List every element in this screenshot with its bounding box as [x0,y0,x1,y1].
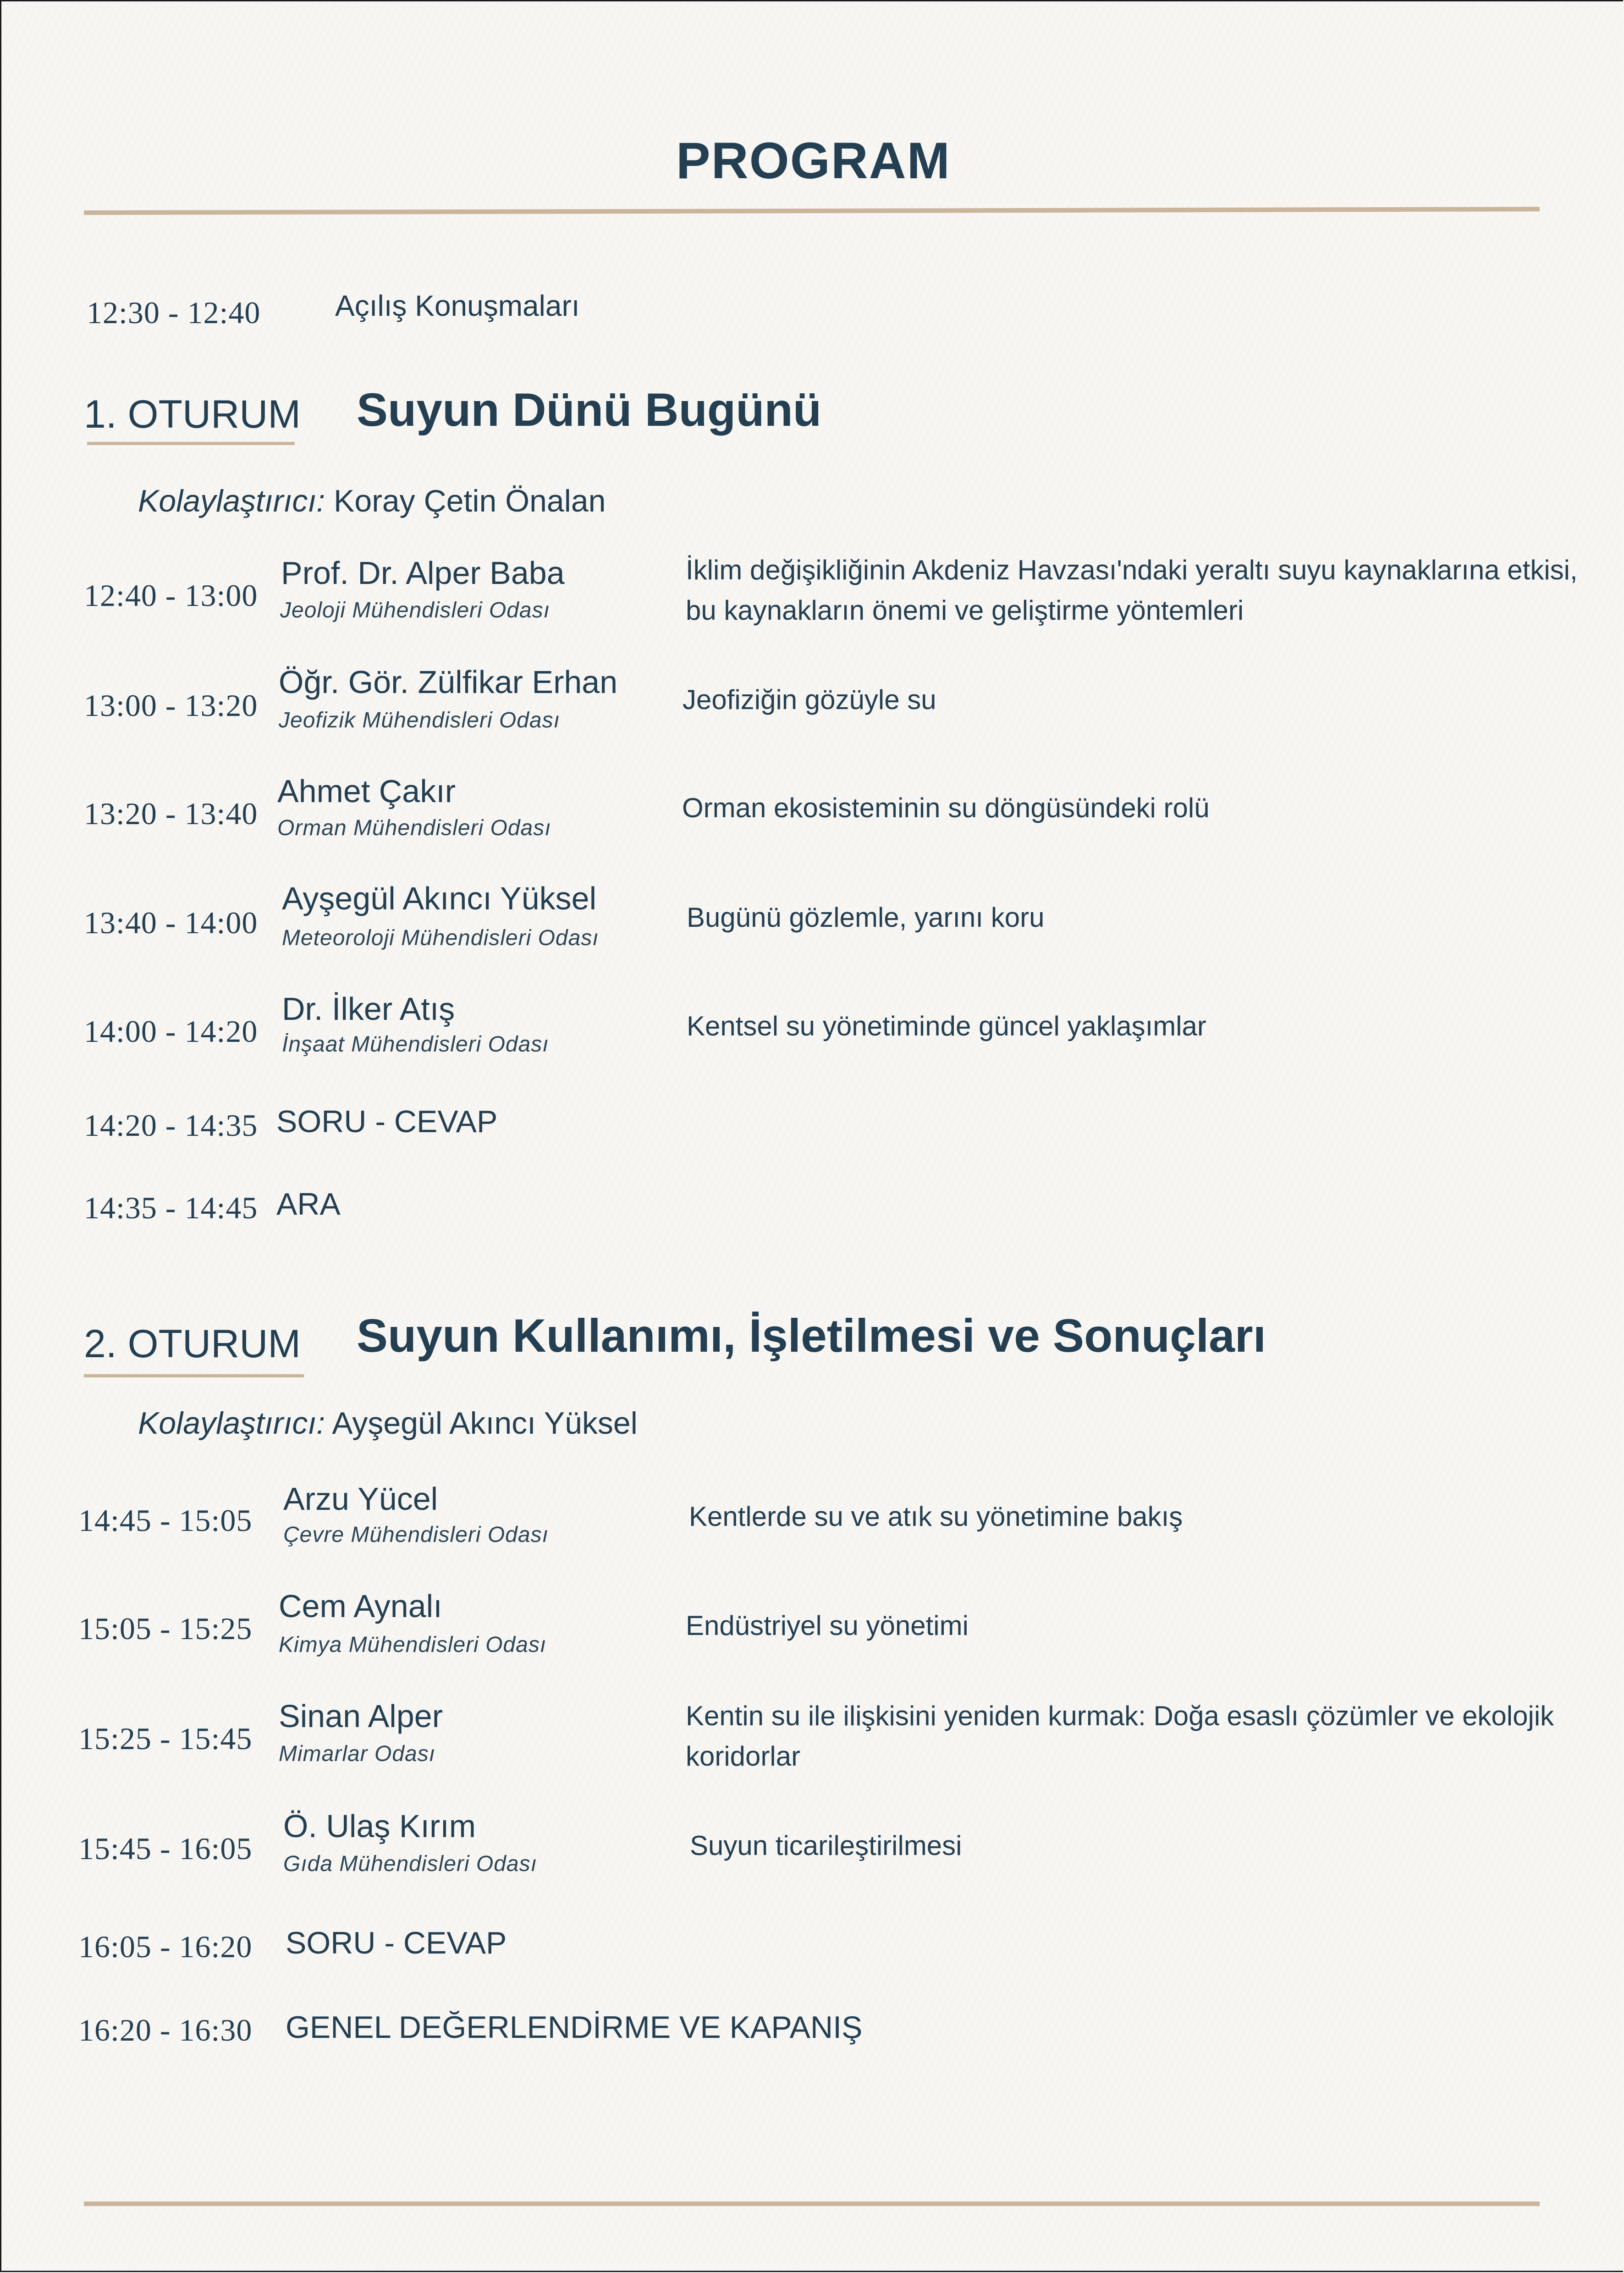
talk-topic: İklim değişikliğinin Akdeniz Havzası'ndaki yeraltı suyu kaynaklarına etkisi, bu kaynakların önemi ve geliştirme yöntemleri [686,555,1578,626]
qa-label: SORU - CEVAP [286,1926,507,1960]
speaker-organization: İnşaat Mühendisleri Odası [282,1032,549,1057]
talk-time: 12:40 - 13:00 [84,578,258,613]
talk-time: 13:00 - 13:20 [84,688,258,723]
speaker-organization: Orman Mühendisleri Odası [277,816,551,840]
facilitator-name: Koray Çetin Önalan [334,484,606,518]
speaker-organization: Kimya Mühendisleri Odası [279,1633,547,1657]
footer-divider [84,2201,1540,2206]
speaker-name: Arzu Yücel [283,1481,438,1517]
session-2-facilitator [138,1408,638,1439]
speaker-name: Ayşegül Akıncı Yüksel [282,881,597,916]
session-1-facilitator [138,485,606,517]
speaker-organization: Jeoloji Mühendisleri Odası [280,598,550,622]
talk-topic: Kentsel su yönetiminde güncel yaklaşımlar [687,1011,1206,1041]
speaker-name: Öğr. Gör. Zülfikar Erhan [279,664,618,700]
talk-time: 15:45 - 16:05 [78,1831,253,1866]
extra-time: 16:05 - 16:20 [78,1929,253,1964]
speaker-name: Dr. İlker Atış [282,991,455,1027]
talk-topic: Suyun ticarileştirilmesi [690,1830,962,1861]
break-label: ARA [276,1187,341,1222]
speaker-organization: Mimarlar Odası [279,1742,436,1766]
speaker-organization: Gıda Mühendisleri Odası [283,1852,537,1876]
talk-time: 13:40 - 14:00 [84,905,258,940]
talk-topic: Endüstriyel su yönetimi [686,1610,969,1641]
talk-topic: Bugünü gözlemle, yarını koru [687,902,1045,933]
talk-time: 15:05 - 15:25 [78,1611,253,1646]
opening-label: Açılış Konuşmaları [335,289,580,322]
extra-time: 14:20 - 14:35 [84,1108,258,1143]
talk-time: 14:00 - 14:20 [84,1014,258,1049]
speaker-name: Sinan Alper [279,1698,443,1734]
extra-time: 14:35 - 14:45 [84,1190,258,1225]
talk-topic: Kentin su ile ilişkisini yeniden kurmak: Doğa esaslı çözümler ve ekolojik koridorlar [686,1701,1554,1772]
talk-topic: Orman ekosisteminin su döngüsündeki rolü [682,793,1210,823]
session-2-label: 2. OTURUM [84,1322,301,1366]
facilitator-prefix: Kolaylaştırıcı: [138,1406,325,1441]
facilitator-prefix: Kolaylaştırıcı: [138,484,325,518]
speaker-name: Ahmet Çakır [277,773,456,809]
talk-topic: Jeofiziğin gözüyle su [683,684,936,715]
extra-time: 16:20 - 16:30 [78,2013,253,2047]
talk-topic: Kentlerde su ve atık su yönetimine bakış [689,1501,1183,1532]
talk-time: 14:45 - 15:05 [78,1503,253,1538]
speaker-organization: Jeofizik Mühendisleri Odası [279,708,560,732]
talk-time: 13:20 - 13:40 [84,796,258,831]
speaker-name: Cem Aynalı [279,1588,442,1624]
talk-time: 15:25 - 15:45 [78,1721,253,1756]
session-1-title: Suyun Dünü Bugünü [357,384,822,436]
speaker-name: Prof. Dr. Alper Baba [281,555,565,591]
speaker-organization: Meteoroloji Mühendisleri Odası [282,926,599,950]
facilitator-name: Ayşegül Akıncı Yüksel [332,1406,638,1441]
speaker-name: Ö. Ulaş Kırım [283,1808,476,1844]
title-divider [84,207,1540,215]
page-title: PROGRAM [676,132,951,189]
closing-label: GENEL DEĞERLENDİRME VE KAPANIŞ [286,2010,863,2045]
session-2-underline [84,1374,304,1377]
session-2-title: Suyun Kullanımı, İşletilmesi ve Sonuçları [357,1310,1266,1362]
session-1-underline [87,442,295,445]
speaker-organization: Çevre Mühendisleri Odası [283,1523,549,1547]
qa-label: SORU - CEVAP [276,1104,498,1139]
session-1-label: 1. OTURUM [84,392,301,436]
opening-time: 12:30 - 12:40 [87,295,261,330]
